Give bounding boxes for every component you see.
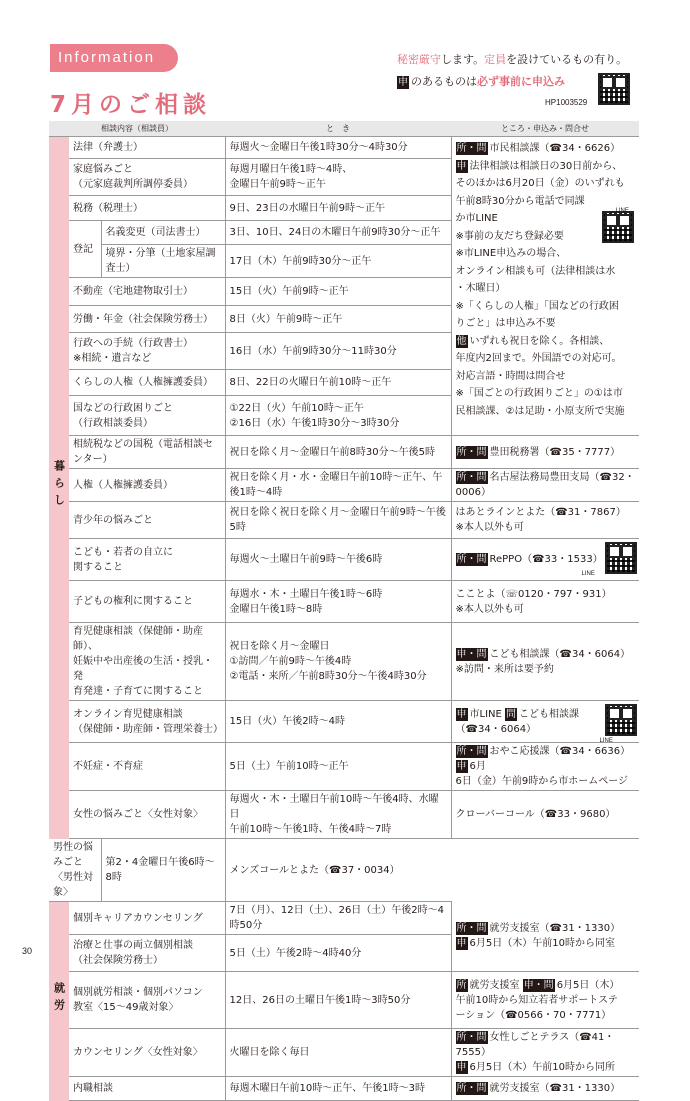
note-pink-2: 定員 [484,53,507,66]
place-text: 対応言語・時間は問合せ [455,370,566,382]
place-block [451,137,639,436]
row-time: 毎週火・木・土曜日午前10時～午後4時、水曜日 午前10時～午後1時、午後4時～7時 [225,791,451,839]
place-text: 民相談課、②は足助・小原支所で実施 [455,405,625,417]
row-content: 男性の悩みごと〈男性対象〉 [49,839,101,902]
row-time: 火曜日を除く毎日 [225,1029,451,1077]
header-place: ところ・申込み・問合せ [451,121,639,137]
row-time: 毎週火～金曜日午後1時30分～4時30分 [225,137,451,159]
place-badge: 所・問 [456,143,487,154]
row-content: 労働・年金（社会保険労務士） [69,306,225,333]
row-time: 8日（火）午前9時～正午 [225,306,451,333]
apply-badge: 申 [398,77,408,88]
row-content: オンライン育児健康相談 （保健師・助産師・管理栄養士） [69,701,225,743]
place-text: 年度内2回まで。外国語での対応可。 [455,353,622,364]
place-line [456,333,636,351]
row-content: 人権（人権擁護委員） [69,469,225,502]
row-time: 第2・4金曜日午後6時～8時 [101,839,225,902]
place-text: そのほかは6月20日（金）のいずれも [455,178,625,189]
place-line [456,175,636,193]
row-place: 申・問 こども相談課（☎34・6064） ※訪問・来所は要予約 [451,623,639,701]
row-time: 9日、23日の水曜日午前9時～正午 [225,196,451,221]
row-content: 名義変更（司法書士） [101,221,225,245]
row-time: 8日、22日の火曜日午前10時～正午 [225,370,451,396]
row-place: 申 市LINE 問 こども相談課 （☎34・6064） LINE [451,701,639,743]
place-text: オンライン相談も可（法律相談は水 [455,265,616,277]
place-text: ・木曜日） [455,283,506,294]
header-content: 相談内容（相談員） [49,121,225,137]
row-time: 15日（火）午前9時～正午 [225,278,451,306]
header-time: と き [225,121,451,137]
row-time: 3日、10日、24日の木曜日午前9時30分～正午 [225,221,451,245]
row-group-touki: 登記 [69,221,101,278]
block-place-list [456,140,636,420]
row-content: 行政への手続（行政書士） ※相続・遺言など [69,333,225,370]
row-place: 所・問 就労支援室（☎31・1330） [451,1077,639,1101]
row-place: 所 就労支援室 申・問 6月5日（木） 午前10時から知立若者サポートステ ーション（☎0566・70・7771） [451,972,639,1029]
place-line [456,403,636,421]
place-line [456,193,636,211]
page-number: 30 [22,946,33,956]
row-time: 5日（土）午前10時～正午 [225,743,451,791]
row-time: 毎週水・木・土曜日午後1時～6時 金曜日午後1時～8時 [225,581,451,623]
row-time: 16日（水）午前9時30分～11時30分 [225,333,451,370]
note-apply [397,73,565,89]
qr-code-icon[interactable] [598,73,630,105]
note-pink-1: 秘密厳守 [397,53,441,66]
note-confidential [397,51,627,67]
row-content: 税務（税理士） [69,196,225,221]
row-content: こども・若者の自立に 関すること [69,539,225,581]
place-line [456,140,636,158]
note-mid-1: します。 [441,53,485,66]
row-place: 所・問 就労支援室（☎31・1330） 申 6月5日（木）午前10時から同室 [451,902,639,972]
line-label: LINE [581,571,595,577]
row-time: 12日、26日の土曜日午後1時～3時50分 [225,972,451,1029]
place-line [456,315,636,333]
row-content: 法律（弁護士） [69,137,225,159]
place-badge: 他 [456,335,467,347]
row-content: 育児健康相談（保健師・助産師）、 妊娠中や出産後の生活・授乳・発 育発達・子育てに関すること [69,623,225,701]
place-line [456,350,636,368]
place-badge: 申 [456,160,467,172]
place-line [456,280,636,298]
place-text: か市LINE [455,213,498,224]
row-content: 相続税などの国税（電話相談センター） [69,436,225,469]
row-content: 家庭悩みごと （元家庭裁判所調停委員） [69,159,225,196]
row-content: 女性の悩みごと〈女性対象〉 [69,791,225,839]
line-qr-icon[interactable] [605,704,637,736]
place-line [456,263,636,281]
place-line [456,368,636,386]
row-time: ①22日（火）午前10時～正午 ②16日（水）午後1時30分～3時30分 [225,396,451,436]
row-content: カウンセリング〈女性対象〉 [69,1029,225,1077]
row-content: 治療と仕事の両立個別相談 （社会保険労務士） [69,935,225,972]
place-text: 午前8時30分から電話で同課 [455,195,585,207]
place-line [456,245,636,263]
line-label: LINE [599,738,613,744]
row-time: 17日（木）午前9時30分～正午 [225,245,451,278]
line-qr-icon[interactable] [605,542,637,574]
place-text: 市民相談課（☎34・6626） [489,143,621,154]
place-text: りごと」は申込み不要 [455,318,556,329]
section-shuro: 就労 [49,902,69,1101]
row-place: はあとラインとよた（☎31・7867） ※本人以外も可 [451,502,639,539]
place-line [456,298,636,316]
row-content: 不動産（宅地建物取引士） [69,278,225,306]
row-time: 祝日を除く祝日を除く月～金曜日午前9時～午後5時 [225,502,451,539]
row-place: 所・問 おやこ応援課（☎34・6636） 申 6月 6日（金）午前9時から市ホームページ [451,743,639,791]
hp-code: HP1003529 [545,98,588,107]
row-content: 個別就労相談・個別パソコン 教室〈15～49歳対象〉 [69,972,225,1029]
row-time: 毎週月曜日午後1時～4時、 金曜日午前9時～正午 [225,159,451,196]
place-text: ※「国ごとの行政困りごと」の①は市 [455,388,623,399]
place-text: ※市LINE申込みの場合、 [455,248,567,259]
row-place: 所・問 豊田税務署（☎35・7777） [451,436,639,469]
note-mid-2: のあるものは [411,75,477,88]
place-line [456,385,636,403]
section-label: Information [50,44,178,72]
row-time: 祝日を除く月～金曜日 ①訪問／午前9時～午後4時 ②電話・来所／午前8時30分～午後4時30分 [225,623,451,701]
place-text: 法律相談は相談日の30日前から、 [469,160,623,172]
note-pink-3: 必ず事前に申込み [477,75,565,88]
place-text: ※「くらしの人権」「国などの行政困 [455,300,619,312]
section-kurashi: 暮らし [49,137,69,839]
row-time: 5日（土）午後2時～4時40分 [225,935,451,972]
row-place: 所・問 RePPO（☎33・1533） LINE [451,539,639,581]
row-content: 子どもの権利に関すること [69,581,225,623]
place-text: ※事前の友だち登録必要 [455,230,564,242]
row-content: 内職相談 [69,1077,225,1101]
row-time: 7日（月）、12日（土）、26日（土）午後2時～4時50分 [225,902,451,935]
row-time: 祝日を除く月・水・金曜日午前10時～正午、午後1時～4時 [225,469,451,502]
page-title: 7月のご相談 [50,92,212,118]
row-place: 所・問 女性しごとテラス（☎41・7555） 申 6月5日（木）午前10時から同所 [451,1029,639,1077]
row-place: 所・問 名古屋法務局豊田支局（☎32・0006） [451,469,639,502]
row-content: 個別キャリアカウンセリング [69,902,225,935]
row-place: メンズコールとよた（☎37・0034） [225,839,451,902]
place-text: いずれも祝日を除く。各相談、 [469,335,610,347]
row-content: くらしの人権（人権擁護委員） [69,370,225,396]
row-time: 毎週火～土曜日午前9時～午後6時 [225,539,451,581]
row-place: こことよ（☏0120・797・931） ※本人以外も可 [451,581,639,623]
row-content: 不妊症・不育症 [69,743,225,791]
place-line [456,158,636,176]
row-time: 祝日を除く月～金曜日午前8時30分～午後5時 [225,436,451,469]
line-label: LINE [615,208,629,214]
row-place: クローバーコール（☎33・9680） [451,791,639,839]
consultation-table [49,121,639,1101]
row-time: 毎週木曜日午前10時～正午、午後1時～3時 [225,1077,451,1101]
row-content: 国などの行政困りごと （行政相談委員） [69,396,225,436]
row-time: 15日（火）午後2時～4時 [225,701,451,743]
row-content: 境界・分筆（土地家屋調査士） [101,245,225,278]
note-end-1: を設けているもの有り。 [506,53,628,66]
row-content: 青少年の悩みごと [69,502,225,539]
